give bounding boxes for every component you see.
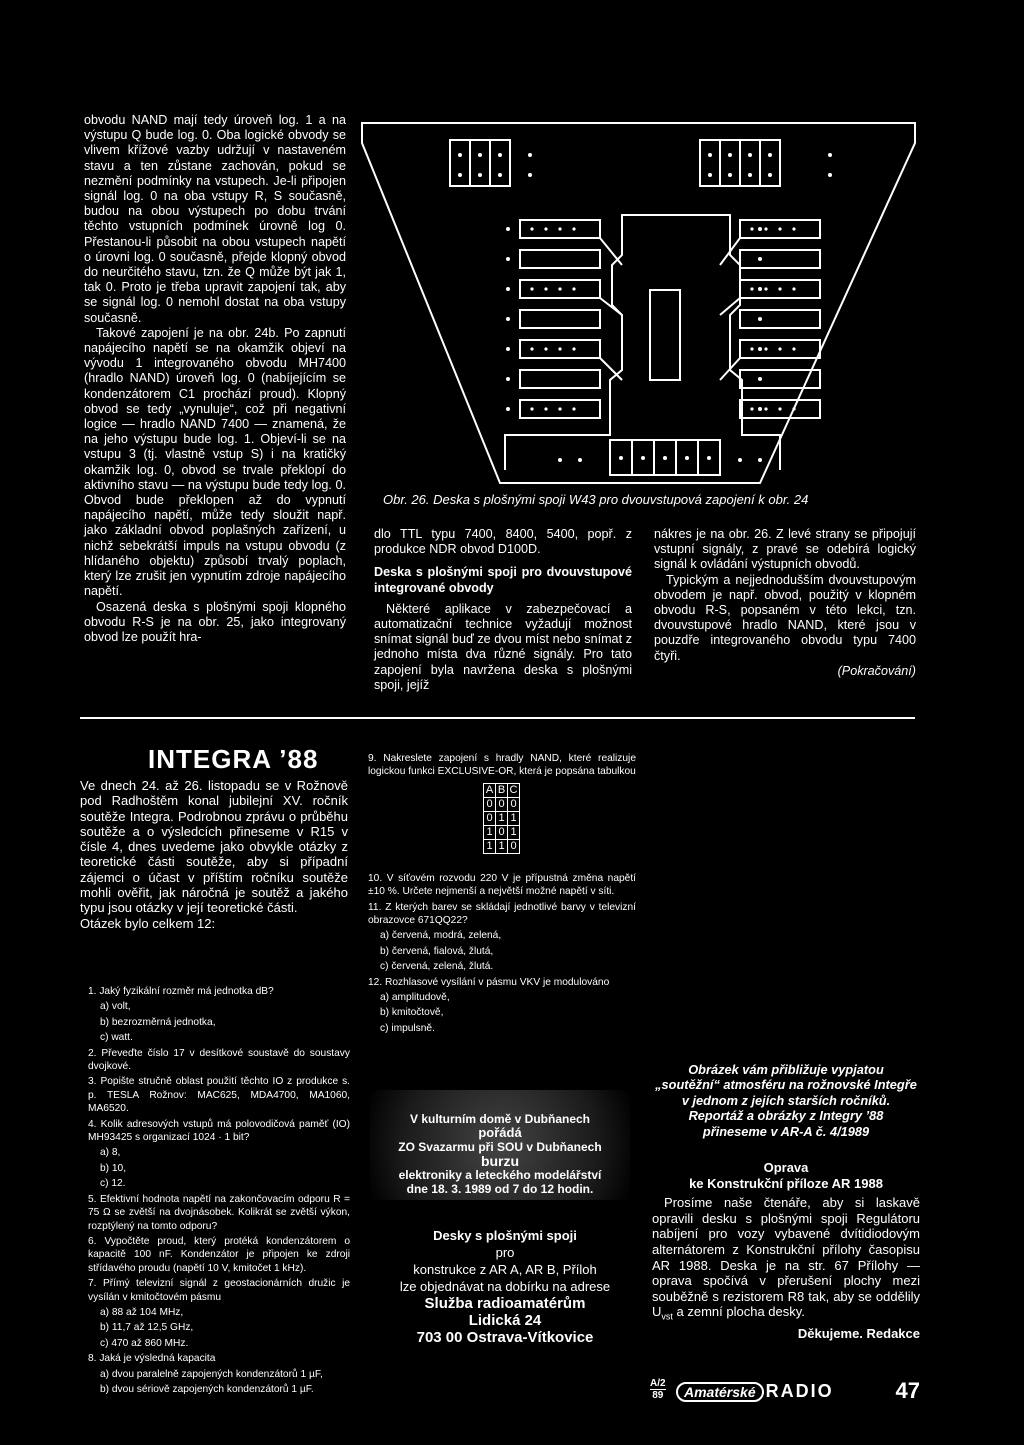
flyer-line: ZO Svazarmu při SOU v Dubňanech <box>398 1140 602 1154</box>
answer-option: a) volt, <box>100 1001 131 1013</box>
answer-option: c) watt. <box>100 1032 133 1044</box>
desky-line: konstrukce z AR A, AR B, Příloh <box>413 1262 597 1277</box>
truth-table-header <box>484 783 520 797</box>
question-text: 5. Efektivní hodnota napětí na zakončovacím odporu R = 75 Ω se zvětší na dvojnásobek. Kolikrát se zvětší výkon, rozptýlený na tomto odporu? <box>88 1193 350 1232</box>
question-list-mid <box>368 872 636 1035</box>
article-column-1 <box>84 113 346 645</box>
truth-table-row <box>484 839 520 853</box>
truth-table-row <box>484 797 520 811</box>
truth-table-cell: 1 <box>508 825 520 839</box>
desky-city: 703 00 Ostrava-Vítkovice <box>416 1329 594 1346</box>
question-item <box>368 901 636 974</box>
answer-option: b) červená, fialová, žlutá, <box>380 945 494 957</box>
question-text: 1. Jaký fyzikální rozměr má jednotka dB? <box>88 986 274 997</box>
issue-number <box>650 1378 666 1401</box>
question-item <box>88 1193 350 1233</box>
question-item <box>88 1277 350 1350</box>
question-item <box>88 1118 350 1191</box>
issue-top: A/2 <box>650 1378 666 1389</box>
paragraph: nákres je na obr. 26. Z levé strany se připojují vstupní signály, z pravé se odebírá logický signál k ovládání výstupních obvodů. <box>654 527 916 572</box>
answer-option: c) 12. <box>100 1178 126 1190</box>
question-text: 4. Kolik adresových vstupů má polovodičová paměť (IO) MH93425 s organizací 1024 · 1 bit? <box>88 1118 350 1144</box>
continued-note: (Pokračování) <box>837 663 916 678</box>
section-heading: Deska s plošnými spoji pro dvouvstupové integrované obvody <box>374 565 632 595</box>
desky-street: Lidická 24 <box>468 1312 542 1329</box>
answer-option: b) dvou sériově zapojených kondenzátorů 1 µF. <box>100 1383 314 1395</box>
logo-script: Amatérské <box>676 1382 764 1402</box>
answer-option: a) dvou paralelně zapojených kondenzátorů 1 µF, <box>100 1368 323 1380</box>
footer <box>650 1378 920 1410</box>
flyer-line: pořádá <box>478 1125 522 1140</box>
answer-option: a) 8, <box>100 1147 121 1159</box>
desky-org: Služba radioamatérům <box>424 1295 586 1312</box>
question-item <box>368 752 636 779</box>
pcb-drawing <box>360 115 940 490</box>
question-text: 3. Popište stručně oblast použití těchto IO z produkce s. p. TESLA Rožnov: MAC625, MDA4700, MA1060, MA6520. <box>88 1076 350 1115</box>
question-text: 9. Nakreslete zapojení s hradly NAND, které realizuje logickou funkci EXCLUSIVE-OR, která je popsána tabulkou <box>368 753 636 778</box>
truth-table-cell: 0 <box>508 839 520 853</box>
oprava-thanks: Děkujeme. Redakce <box>797 1325 920 1341</box>
question-text: 12. Rozhlasové vysílání v pásmu VKV je modulováno <box>368 976 610 988</box>
answer-option: c) červená, zelená, žlutá. <box>380 961 494 973</box>
truth-table-cell: 0 <box>496 797 508 811</box>
flyer-line: V kulturním domě v Dubňanech <box>409 1112 591 1126</box>
oprava-subscript: vst <box>661 1311 673 1322</box>
answer-option: c) impulsně. <box>380 1022 435 1034</box>
oprava-title: Oprava <box>763 1160 809 1175</box>
oprava-notice <box>652 1160 920 1341</box>
truth-table-row <box>484 811 520 825</box>
question-item <box>88 985 350 1045</box>
paragraph: Typickým a nejjednodušším dvouvstupovým obvodem je např. obvod, použitý v klopném obvodu R-S, popsaném v této lekci, tzn. dvouvstupové hradlo NAND, které jsou v pouzdře integrovaného obvodu typu 7400 čtyři. <box>654 572 916 663</box>
paragraph: Takové zapojení je na obr. 24b. Po zapnutí napájecího napětí se na okamžik objeví na vývodu 1 integrovaného obvodu MH7400 (hradlo NAND) úroveň log. 0 (nabíjejícím se kondenzátorem C1 prochází proud). Klopný obvod se tedy „vynuluje“, což při negativní logice — hradlo NAND 7400 — znamená, že na jeho výstupu bude log. 1. Objeví-li se na vstupu 3 (tj. vlastně vstup S) i na kratičký okamžik log. 0, obvod se trvale překlopí do aktivního stavu — na výstupu bude tedy log. 0. Obvod bude překlopen až do vypnutí napájecího napětí, může tedy sloužit např. jako základní obvod poplašných zařízení, u nichž sebekrátší impuls na vstupu obvodu (z hlídaného objektu) způsobí trvalý poplach, který lze zrušit jen vypnutím zdroje napájecího napětí. <box>84 325 346 599</box>
question-text: 8. Jaká je výsledná kapacita <box>88 1353 216 1365</box>
question-item <box>88 1075 350 1115</box>
flyer-line: elektroniky a leteckého modelářství <box>398 1168 602 1182</box>
answer-option: b) bezrozměrná jednotka, <box>100 1016 216 1028</box>
burza-flyer <box>370 1090 630 1200</box>
page-number: 47 <box>895 1378 920 1403</box>
flyer-line: burzu <box>480 1153 520 1169</box>
flyer-line: dne 18. 3. 1989 od 7 do 12 hodin. <box>406 1182 594 1196</box>
question-text: 2. Převeďte číslo 17 v desítkové soustavě do soustavy dvojkové. <box>88 1047 350 1073</box>
answer-option: b) 10, <box>100 1162 127 1174</box>
oprava-subtitle: ke Konstrukční příloze AR 1988 <box>689 1175 883 1191</box>
truth-table-cell: 1 <box>508 811 520 825</box>
desky-notice <box>370 1227 640 1346</box>
magazine-logo <box>676 1381 834 1402</box>
question-item <box>88 1235 350 1275</box>
questions-mid <box>368 752 636 1037</box>
questions-left <box>88 985 350 1398</box>
oprava-text <box>652 1195 920 1325</box>
article-column-3 <box>654 527 916 679</box>
question-item <box>368 976 636 1036</box>
paragraph: Některé aplikace v zabezpečovací a automatizační technice vyžadují možnost snímat signál buď ze dvou míst nebo snímat z jednoho místa dva různé signály. Pro tato zapojení byla navržena deska s plošnými spoji, jejíž <box>374 601 632 692</box>
question-count: Otázek bylo celkem 12: <box>80 915 216 931</box>
truth-table-cell: C <box>508 783 520 797</box>
oprava-tail: a zemní plocha desky. <box>672 1304 805 1320</box>
figure-caption: Obr. 26. Deska s plošnými spoji W43 pro dvouvstupová zapojení k obr. 24 <box>383 492 809 507</box>
pcb-figure <box>360 115 940 490</box>
truth-table-cell: 1 <box>484 839 496 853</box>
answer-option: a) červená, modrá, zelená, <box>380 930 502 942</box>
question-list-left <box>88 985 350 1396</box>
question-text: 10. V síťovém rozvodu 220 V je přípustná změna napětí ±10 %. Určete nejmenší a největší možné napětí v síti. <box>368 872 636 898</box>
paragraph: Osazená deska s plošnými spoji klopného obvodu R-S je na obr. 25, jako integrovaný obvod lze použít hra- <box>84 599 346 644</box>
paragraph: Ve dnech 24. až 26. listopadu se v Rožnově pod Radhoštěm konal jubilejní XV. ročník soutěže Integra. Podrobnou zprávu o průběhu soutěže a o výsledcích přineseme v R15 v čísle 4, dnes uvedeme jako obvykle otázky z teoretické části soutěže, aby si případní zájemci o účast v příštím ročníku soutěže mohli ověřit, jak náročná je soutěž a jakého typu jsou otázky v její teoretické části. <box>80 778 348 916</box>
truth-table <box>483 783 520 854</box>
question-text: 11. Z kterých barev se skládají jednotlivé barvy v televizní obrazovce 671QQ22? <box>368 901 636 927</box>
question-text: 6. Vypočtěte proud, který protéká kondenzátorem o kapacitě 100 nF. Kondenzátor je připojen ke zdroji střídavého proudu (napětí 10 V, kmitočet 1 kHz). <box>88 1235 350 1274</box>
truth-table-cell: 1 <box>484 825 496 839</box>
truth-table-cell: 1 <box>496 839 508 853</box>
truth-table-cell: A <box>484 783 496 797</box>
answer-option: c) 470 až 860 MHz. <box>100 1337 189 1349</box>
answer-option: a) amplitudově, <box>380 992 450 1004</box>
question-item <box>88 1047 350 1074</box>
truth-table-cell: 0 <box>496 825 508 839</box>
truth-table-cell: 1 <box>496 811 508 825</box>
question-item <box>368 872 636 899</box>
truth-table-cell: 0 <box>484 797 496 811</box>
truth-table-cell: 0 <box>508 797 520 811</box>
answer-option: a) 88 až 104 MHz, <box>100 1306 184 1318</box>
issue-bottom: 89 <box>652 1390 664 1401</box>
question-text: 7. Přímý televizní signál z geostacionárních družic je vysílán v kmitočtovém pásmu <box>88 1278 350 1303</box>
desky-line: lze objednávat na dobírku na adrese <box>399 1279 611 1294</box>
article-column-2 <box>374 527 632 693</box>
paragraph: obvodu NAND mají tedy úroveň log. 1 a na výstupu Q bude log. 0. Oba logické obvody se vlivem křížové vazby udržují v nastaveném stavu a ten zůstane zachován, pokud se nezmění podmínky na vstupech. Je-li připojen signál log. 0 na oba vstupy R, S současně, budou na obou výstupech po dobu trvání těchto vstupních podmínek úrovně log 0. Přestanou-li působit na obou vstupech napětí o úrovni log. 0 současně, přejde klopný obvod do neurčitého stavu, tzn. že Q může být jak 1, tak 0. Proto je třeba upravit zapojení tak, aby se signál log. 0 nemohl dostat na oba vstupy současně. <box>84 113 346 325</box>
section-divider <box>80 717 915 719</box>
paragraph: dlo TTL typu 7400, 8400, 5400, popř. z produkce NDR obvod D100D. <box>374 527 632 557</box>
integra-intro <box>80 778 348 931</box>
photo-caption: Obrázek vám přibližuje vypjatou „soutěžní“ atmosféru na rožnovské Integře v jednom z jejích starších ročníků. Reportáž a obrázky z Integry ’88 přineseme v AR-A č. 4/1989 <box>655 1062 917 1139</box>
answer-option: b) kmitočtově, <box>380 1007 444 1019</box>
truth-table-cell: 0 <box>484 811 496 825</box>
truth-table-cell: B <box>496 783 508 797</box>
integra-title: INTEGRA ’88 <box>148 744 319 774</box>
answer-option: b) 11,7 až 12,5 GHz, <box>100 1322 194 1334</box>
desky-line: pro <box>495 1245 515 1260</box>
question-item <box>88 1352 350 1396</box>
desky-title: Desky s plošnými spoji <box>433 1228 577 1243</box>
oprava-body: Prosíme naše čtenáře, aby si laskavě opravili desku s plošnými spoji Regulátoru nabíjení pro vozy vybavené dvítidiodovým alternátorem z Konstrukční přílohy časopisu AR 1988. Deska je na str. 67 Přílohy — oprava spočívá v přerušení plochy mezi souběžně s rezistorem R8 tak, aby se oddělily U <box>652 1195 920 1320</box>
logo-radio: RADIO <box>765 1381 834 1401</box>
truth-table-row <box>484 825 520 839</box>
